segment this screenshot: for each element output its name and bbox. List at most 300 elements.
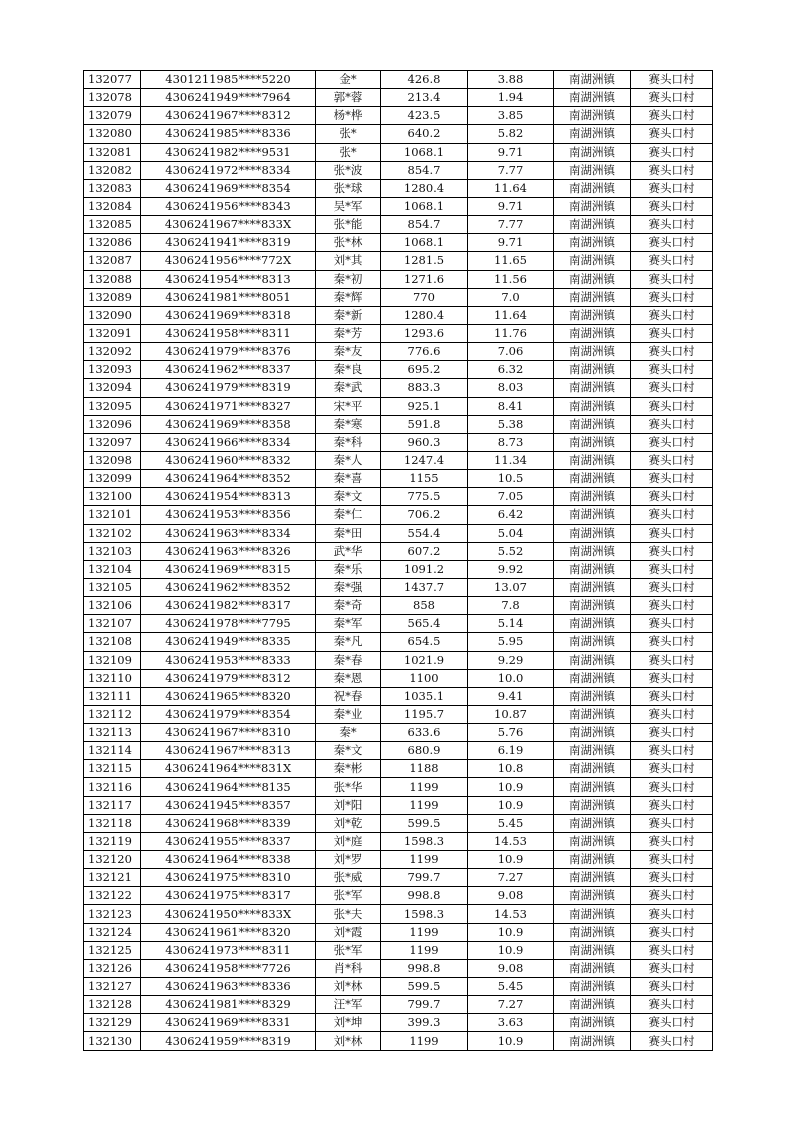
- name-cell: 刘*林: [316, 1032, 381, 1050]
- village-cell: 赛头口村: [631, 71, 713, 89]
- town-cell: 南湖洲镇: [554, 270, 631, 288]
- record-id-cell: 132122: [84, 887, 141, 905]
- table-row: [84, 560, 713, 578]
- village-cell: 赛头口村: [631, 996, 713, 1014]
- amount-cell: 680.9: [381, 742, 468, 760]
- area-cell: 7.0: [468, 288, 554, 306]
- record-id-cell: 132086: [84, 234, 141, 252]
- village-cell: 赛头口村: [631, 851, 713, 869]
- town-cell: 南湖洲镇: [554, 324, 631, 342]
- village-cell: 赛头口村: [631, 306, 713, 324]
- id-number-cell: 4306241967****8313: [141, 742, 316, 760]
- table-row: [84, 1032, 713, 1050]
- amount-cell: 770: [381, 288, 468, 306]
- id-number-cell: 4306241955****8337: [141, 832, 316, 850]
- area-cell: 9.71: [468, 197, 554, 215]
- record-id-cell: 132080: [84, 125, 141, 143]
- area-cell: 5.38: [468, 415, 554, 433]
- table-row: [84, 252, 713, 270]
- record-id-cell: 132081: [84, 143, 141, 161]
- village-cell: 赛头口村: [631, 89, 713, 107]
- area-cell: 6.42: [468, 506, 554, 524]
- amount-cell: 883.3: [381, 379, 468, 397]
- area-cell: 9.92: [468, 560, 554, 578]
- town-cell: 南湖洲镇: [554, 451, 631, 469]
- town-cell: 南湖洲镇: [554, 760, 631, 778]
- record-id-cell: 132111: [84, 687, 141, 705]
- name-cell: 秦*初: [316, 270, 381, 288]
- id-number-cell: 4306241973****8311: [141, 941, 316, 959]
- amount-cell: 599.5: [381, 978, 468, 996]
- id-number-cell: 4306241981****8051: [141, 288, 316, 306]
- town-cell: 南湖洲镇: [554, 288, 631, 306]
- name-cell: 秦*寒: [316, 415, 381, 433]
- area-cell: 8.41: [468, 397, 554, 415]
- name-cell: 秦*武: [316, 379, 381, 397]
- village-cell: 赛头口村: [631, 1014, 713, 1032]
- table-row: [84, 71, 713, 89]
- table-row: [84, 542, 713, 560]
- id-number-cell: 4306241964****8135: [141, 778, 316, 796]
- area-cell: 9.08: [468, 959, 554, 977]
- amount-cell: 554.4: [381, 524, 468, 542]
- name-cell: 秦*科: [316, 433, 381, 451]
- record-id-cell: 132115: [84, 760, 141, 778]
- id-number-cell: 4306241963****8326: [141, 542, 316, 560]
- area-cell: 7.77: [468, 216, 554, 234]
- amount-cell: 599.5: [381, 814, 468, 832]
- village-cell: 赛头口村: [631, 742, 713, 760]
- record-id-cell: 132127: [84, 978, 141, 996]
- village-cell: 赛头口村: [631, 687, 713, 705]
- area-cell: 7.06: [468, 343, 554, 361]
- id-number-cell: 4306241954****8313: [141, 488, 316, 506]
- amount-cell: 1035.1: [381, 687, 468, 705]
- town-cell: 南湖洲镇: [554, 705, 631, 723]
- name-cell: 秦*恩: [316, 669, 381, 687]
- id-number-cell: 4306241953****8333: [141, 651, 316, 669]
- name-cell: 秦*友: [316, 343, 381, 361]
- village-cell: 赛头口村: [631, 397, 713, 415]
- amount-cell: 565.4: [381, 615, 468, 633]
- table-row: [84, 923, 713, 941]
- table-row: [84, 1014, 713, 1032]
- amount-cell: 998.8: [381, 887, 468, 905]
- id-number-cell: 4306241959****8319: [141, 1032, 316, 1050]
- amount-cell: 423.5: [381, 107, 468, 125]
- table-row: [84, 216, 713, 234]
- table-row: [84, 941, 713, 959]
- record-id-cell: 132129: [84, 1014, 141, 1032]
- name-cell: 刘*林: [316, 978, 381, 996]
- name-cell: 武*华: [316, 542, 381, 560]
- village-cell: 赛头口村: [631, 959, 713, 977]
- record-id-cell: 132098: [84, 451, 141, 469]
- name-cell: 张*波: [316, 161, 381, 179]
- amount-cell: 1068.1: [381, 234, 468, 252]
- town-cell: 南湖洲镇: [554, 1014, 631, 1032]
- village-cell: 赛头口村: [631, 1032, 713, 1050]
- village-cell: 赛头口村: [631, 560, 713, 578]
- table-row: [84, 687, 713, 705]
- area-cell: 5.52: [468, 542, 554, 560]
- village-cell: 赛头口村: [631, 125, 713, 143]
- area-cell: 5.82: [468, 125, 554, 143]
- record-id-cell: 132108: [84, 633, 141, 651]
- amount-cell: 858: [381, 597, 468, 615]
- name-cell: 秦*文: [316, 742, 381, 760]
- id-number-cell: 4306241963****8336: [141, 978, 316, 996]
- amount-cell: 1598.3: [381, 905, 468, 923]
- table-row: [84, 578, 713, 596]
- id-number-cell: 4306241963****8334: [141, 524, 316, 542]
- table-row: [84, 814, 713, 832]
- id-number-cell: 4306241967****8312: [141, 107, 316, 125]
- id-number-cell: 4306241971****8327: [141, 397, 316, 415]
- id-number-cell: 4306241954****8313: [141, 270, 316, 288]
- id-number-cell: 4306241979****8319: [141, 379, 316, 397]
- record-id-cell: 132128: [84, 996, 141, 1014]
- area-cell: 11.64: [468, 179, 554, 197]
- amount-cell: 1199: [381, 1032, 468, 1050]
- area-cell: 6.19: [468, 742, 554, 760]
- area-cell: 10.9: [468, 796, 554, 814]
- table-row: [84, 760, 713, 778]
- area-cell: 11.76: [468, 324, 554, 342]
- record-id-cell: 132095: [84, 397, 141, 415]
- record-id-cell: 132094: [84, 379, 141, 397]
- area-cell: 9.71: [468, 234, 554, 252]
- area-cell: 1.94: [468, 89, 554, 107]
- amount-cell: 591.8: [381, 415, 468, 433]
- town-cell: 南湖洲镇: [554, 488, 631, 506]
- table-row: [84, 288, 713, 306]
- id-number-cell: 4306241949****7964: [141, 89, 316, 107]
- record-id-cell: 132091: [84, 324, 141, 342]
- table-row: [84, 905, 713, 923]
- amount-cell: 1199: [381, 851, 468, 869]
- id-number-cell: 4306241958****7726: [141, 959, 316, 977]
- amount-cell: 799.7: [381, 996, 468, 1014]
- name-cell: 郭*蓉: [316, 89, 381, 107]
- name-cell: 张*: [316, 125, 381, 143]
- amount-cell: 854.7: [381, 161, 468, 179]
- record-id-cell: 132110: [84, 669, 141, 687]
- table-row: [84, 887, 713, 905]
- village-cell: 赛头口村: [631, 433, 713, 451]
- table-row: [84, 197, 713, 215]
- area-cell: 11.56: [468, 270, 554, 288]
- town-cell: 南湖洲镇: [554, 379, 631, 397]
- record-id-cell: 132083: [84, 179, 141, 197]
- table-row: [84, 705, 713, 723]
- amount-cell: 706.2: [381, 506, 468, 524]
- town-cell: 南湖洲镇: [554, 161, 631, 179]
- amount-cell: 1195.7: [381, 705, 468, 723]
- table-row: [84, 851, 713, 869]
- id-number-cell: 4306241964****8352: [141, 470, 316, 488]
- area-cell: 7.05: [468, 488, 554, 506]
- id-number-cell: 4306241975****8317: [141, 887, 316, 905]
- amount-cell: 654.5: [381, 633, 468, 651]
- town-cell: 南湖洲镇: [554, 851, 631, 869]
- village-cell: 赛头口村: [631, 179, 713, 197]
- name-cell: 秦*人: [316, 451, 381, 469]
- area-cell: 5.45: [468, 814, 554, 832]
- table-row: [84, 379, 713, 397]
- record-id-cell: 132126: [84, 959, 141, 977]
- town-cell: 南湖洲镇: [554, 742, 631, 760]
- table-row: [84, 143, 713, 161]
- area-cell: 11.64: [468, 306, 554, 324]
- town-cell: 南湖洲镇: [554, 343, 631, 361]
- id-number-cell: 4306241953****8356: [141, 506, 316, 524]
- town-cell: 南湖洲镇: [554, 887, 631, 905]
- name-cell: 秦*凡: [316, 633, 381, 651]
- town-cell: 南湖洲镇: [554, 869, 631, 887]
- name-cell: 秦*乐: [316, 560, 381, 578]
- name-cell: 刘*霞: [316, 923, 381, 941]
- village-cell: 赛头口村: [631, 506, 713, 524]
- area-cell: 5.14: [468, 615, 554, 633]
- record-id-cell: 132130: [84, 1032, 141, 1050]
- village-cell: 赛头口村: [631, 941, 713, 959]
- record-id-cell: 132077: [84, 71, 141, 89]
- town-cell: 南湖洲镇: [554, 597, 631, 615]
- table-row: [84, 832, 713, 850]
- record-id-cell: 132120: [84, 851, 141, 869]
- name-cell: 秦*春: [316, 651, 381, 669]
- amount-cell: 1100: [381, 669, 468, 687]
- name-cell: 秦*强: [316, 578, 381, 596]
- amount-cell: 1280.4: [381, 306, 468, 324]
- table-row: [84, 488, 713, 506]
- amount-cell: 1068.1: [381, 143, 468, 161]
- record-id-cell: 132096: [84, 415, 141, 433]
- record-id-cell: 132112: [84, 705, 141, 723]
- id-number-cell: 4306241969****8331: [141, 1014, 316, 1032]
- name-cell: 刘*阳: [316, 796, 381, 814]
- record-id-cell: 132090: [84, 306, 141, 324]
- table-row: [84, 778, 713, 796]
- town-cell: 南湖洲镇: [554, 578, 631, 596]
- id-number-cell: 4306241969****8354: [141, 179, 316, 197]
- amount-cell: 1155: [381, 470, 468, 488]
- village-cell: 赛头口村: [631, 760, 713, 778]
- area-cell: 5.04: [468, 524, 554, 542]
- table-row: [84, 869, 713, 887]
- town-cell: 南湖洲镇: [554, 306, 631, 324]
- record-id-cell: 132113: [84, 724, 141, 742]
- village-cell: 赛头口村: [631, 597, 713, 615]
- village-cell: 赛头口村: [631, 270, 713, 288]
- name-cell: 张*: [316, 143, 381, 161]
- area-cell: 3.63: [468, 1014, 554, 1032]
- town-cell: 南湖洲镇: [554, 506, 631, 524]
- record-id-cell: 132093: [84, 361, 141, 379]
- village-cell: 赛头口村: [631, 778, 713, 796]
- village-cell: 赛头口村: [631, 415, 713, 433]
- amount-cell: 1437.7: [381, 578, 468, 596]
- record-id-cell: 132103: [84, 542, 141, 560]
- area-cell: 5.45: [468, 978, 554, 996]
- town-cell: 南湖洲镇: [554, 179, 631, 197]
- name-cell: 秦*新: [316, 306, 381, 324]
- village-cell: 赛头口村: [631, 361, 713, 379]
- name-cell: 刘*罗: [316, 851, 381, 869]
- name-cell: 秦*喜: [316, 470, 381, 488]
- name-cell: 张*军: [316, 887, 381, 905]
- amount-cell: 1021.9: [381, 651, 468, 669]
- table-row: [84, 361, 713, 379]
- amount-cell: 1199: [381, 941, 468, 959]
- town-cell: 南湖洲镇: [554, 560, 631, 578]
- table-row: [84, 996, 713, 1014]
- town-cell: 南湖洲镇: [554, 433, 631, 451]
- table-row: [84, 161, 713, 179]
- name-cell: 张*球: [316, 179, 381, 197]
- town-cell: 南湖洲镇: [554, 361, 631, 379]
- record-id-cell: 132105: [84, 578, 141, 596]
- area-cell: 5.76: [468, 724, 554, 742]
- town-cell: 南湖洲镇: [554, 669, 631, 687]
- id-number-cell: 4306241968****8339: [141, 814, 316, 832]
- record-id-cell: 132101: [84, 506, 141, 524]
- name-cell: 金*: [316, 71, 381, 89]
- area-cell: 3.85: [468, 107, 554, 125]
- table-row: [84, 524, 713, 542]
- village-cell: 赛头口村: [631, 324, 713, 342]
- village-cell: 赛头口村: [631, 470, 713, 488]
- record-id-cell: 132125: [84, 941, 141, 959]
- id-number-cell: 4306241967****8310: [141, 724, 316, 742]
- area-cell: 10.5: [468, 470, 554, 488]
- table-row: [84, 724, 713, 742]
- id-number-cell: 4306241978****7795: [141, 615, 316, 633]
- town-cell: 南湖洲镇: [554, 941, 631, 959]
- record-id-cell: 132107: [84, 615, 141, 633]
- record-id-cell: 132087: [84, 252, 141, 270]
- amount-cell: 960.3: [381, 433, 468, 451]
- record-id-cell: 132104: [84, 560, 141, 578]
- village-cell: 赛头口村: [631, 905, 713, 923]
- village-cell: 赛头口村: [631, 451, 713, 469]
- village-cell: 赛头口村: [631, 651, 713, 669]
- name-cell: 秦*文: [316, 488, 381, 506]
- town-cell: 南湖洲镇: [554, 542, 631, 560]
- id-number-cell: 4306241985****8336: [141, 125, 316, 143]
- table-row: [84, 615, 713, 633]
- table-row: [84, 415, 713, 433]
- table-row: [84, 107, 713, 125]
- town-cell: 南湖洲镇: [554, 397, 631, 415]
- village-cell: 赛头口村: [631, 234, 713, 252]
- table-row: [84, 978, 713, 996]
- village-cell: 赛头口村: [631, 814, 713, 832]
- name-cell: 秦*田: [316, 524, 381, 542]
- data-table: [83, 70, 713, 1051]
- village-cell: 赛头口村: [631, 488, 713, 506]
- town-cell: 南湖洲镇: [554, 125, 631, 143]
- amount-cell: 640.2: [381, 125, 468, 143]
- record-id-cell: 132078: [84, 89, 141, 107]
- area-cell: 7.27: [468, 996, 554, 1014]
- area-cell: 10.9: [468, 923, 554, 941]
- name-cell: 张*能: [316, 216, 381, 234]
- area-cell: 9.71: [468, 143, 554, 161]
- area-cell: 8.03: [468, 379, 554, 397]
- name-cell: 肖*科: [316, 959, 381, 977]
- id-number-cell: 4306241949****8335: [141, 633, 316, 651]
- village-cell: 赛头口村: [631, 379, 713, 397]
- village-cell: 赛头口村: [631, 197, 713, 215]
- village-cell: 赛头口村: [631, 252, 713, 270]
- area-cell: 10.9: [468, 941, 554, 959]
- id-number-cell: 4306241950****833X: [141, 905, 316, 923]
- village-cell: 赛头口村: [631, 669, 713, 687]
- village-cell: 赛头口村: [631, 216, 713, 234]
- name-cell: 秦*仁: [316, 506, 381, 524]
- town-cell: 南湖洲镇: [554, 814, 631, 832]
- id-number-cell: 4306241975****8310: [141, 869, 316, 887]
- amount-cell: 1199: [381, 796, 468, 814]
- id-number-cell: 4306241979****8312: [141, 669, 316, 687]
- record-id-cell: 132099: [84, 470, 141, 488]
- name-cell: 秦*辉: [316, 288, 381, 306]
- table-row: [84, 306, 713, 324]
- village-cell: 赛头口村: [631, 869, 713, 887]
- amount-cell: 1281.5: [381, 252, 468, 270]
- area-cell: 10.9: [468, 1032, 554, 1050]
- id-number-cell: 4306241941****8319: [141, 234, 316, 252]
- area-cell: 10.87: [468, 705, 554, 723]
- record-id-cell: 132118: [84, 814, 141, 832]
- village-cell: 赛头口村: [631, 143, 713, 161]
- amount-cell: 633.6: [381, 724, 468, 742]
- amount-cell: 799.7: [381, 869, 468, 887]
- area-cell: 13.07: [468, 578, 554, 596]
- amount-cell: 213.4: [381, 89, 468, 107]
- town-cell: 南湖洲镇: [554, 633, 631, 651]
- name-cell: 张*夫: [316, 905, 381, 923]
- table-row: [84, 324, 713, 342]
- record-id-cell: 132084: [84, 197, 141, 215]
- amount-cell: 426.8: [381, 71, 468, 89]
- area-cell: 8.73: [468, 433, 554, 451]
- table-row: [84, 433, 713, 451]
- table-row: [84, 234, 713, 252]
- record-id-cell: 132079: [84, 107, 141, 125]
- id-number-cell: 4306241945****8357: [141, 796, 316, 814]
- village-cell: 赛头口村: [631, 978, 713, 996]
- village-cell: 赛头口村: [631, 615, 713, 633]
- id-number-cell: 4306241969****8358: [141, 415, 316, 433]
- town-cell: 南湖洲镇: [554, 923, 631, 941]
- village-cell: 赛头口村: [631, 705, 713, 723]
- amount-cell: 925.1: [381, 397, 468, 415]
- table-row: [84, 179, 713, 197]
- id-number-cell: 4306241982****8317: [141, 597, 316, 615]
- town-cell: 南湖洲镇: [554, 796, 631, 814]
- id-number-cell: 4306241960****8332: [141, 451, 316, 469]
- town-cell: 南湖洲镇: [554, 778, 631, 796]
- amount-cell: 854.7: [381, 216, 468, 234]
- name-cell: 祝*春: [316, 687, 381, 705]
- town-cell: 南湖洲镇: [554, 143, 631, 161]
- amount-cell: 695.2: [381, 361, 468, 379]
- record-id-cell: 132085: [84, 216, 141, 234]
- record-id-cell: 132117: [84, 796, 141, 814]
